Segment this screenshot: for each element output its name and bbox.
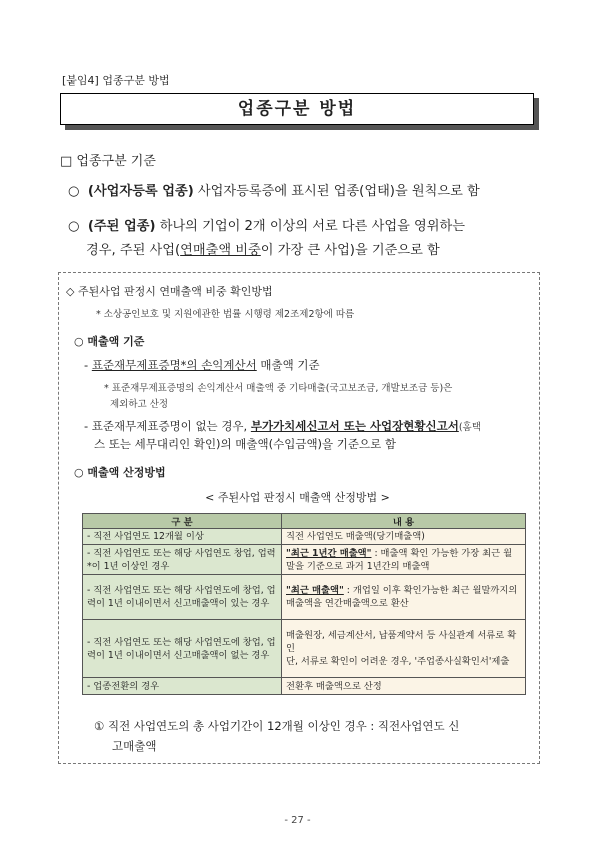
table-cell-emphasis: "최근 매출액" [286,585,344,596]
section-heading: □ 업종구분 기준 [60,154,156,169]
table-cell-category: - 직전 사업연도 또는 해당 사업연도 창업, 업력*이 1년 이상인 경우 [83,545,282,575]
table-row [83,620,526,678]
dash-note-2: 제외하고 산정 [110,399,169,410]
table-cell-category: - 직전 사업연도 또는 해당 사업연도에 창업, 업력이 1년 이내이면서 신고매출액이 없는 경우 [83,620,282,678]
table-cell-content: 전환후 매출액으로 산정 [282,678,526,695]
table-header-content: 내 용 [282,514,526,529]
bullet-marker: ○ [68,184,80,199]
table-caption: < 주된사업 판정시 매출액 산정방법 > [205,491,390,504]
table-cell-category: - 직전 사업연도 12개월 이상 [83,529,282,545]
dash-marker: - [84,358,92,372]
bullet-marker: ○ [68,219,80,234]
dash-item-2-line2: 스 또는 세무대리인 확인)의 매출액(수입금액)을 기준으로 함 [94,437,397,451]
dash-underlined: 표준재무제표증명*의 손익계산서 [91,358,257,372]
footnote-line2: 고매출액 [112,739,157,753]
annex-label: [붙임4] 업종구분 방법 [62,74,170,87]
table-cell-category: - 업종전환의 경우 [83,678,282,695]
table-cell-emphasis: "최근 1년간 매출액" [286,547,372,559]
table-header-category: 구 분 [83,514,282,529]
calc-table [82,513,526,695]
table-row [83,545,526,575]
dash-text: 매출액 기준 [256,358,320,372]
dash-note-1: * 표준재무제표증명의 손익계산서 매출액 중 기타매출(국고보조금, 개발보조금 등)은 [104,383,453,394]
dash-underlined: 부가가치세신고서 또는 사업장현황신고서 [250,419,459,433]
bullet-text-line2a: 경우, 주된 사업( [86,243,181,258]
bullet-underlined: 연매출액 비중 [180,243,261,258]
table-cell-content: 직전 사업연도 매출액(당기매출액) [282,529,526,545]
table-cell-category: - 직전 사업연도 또는 해당 사업연도에 창업, 업력이 1년 이내이면서 신고매출액이 있는 경우 [83,575,282,620]
dash-text: - 표준재무제표증명이 없는 경우, [84,419,251,433]
table-cell-content [282,545,526,575]
bullet-title: (사업자등록 업종) [87,184,194,199]
table-row [83,575,526,620]
dash-item-1 [84,357,320,373]
table-cell-content [282,620,526,678]
table-cell-text: 단, 서류로 확인이 어려운 경우, '주업종사실확인서'제출 [286,656,510,667]
table-cell-text: : 매출액 확인 가능한 가장 최근 월말을 기준으로 과거 1년간의 매출액 [286,547,513,572]
bullet-title: (주된 업종) [87,219,156,234]
table-cell-text: 매출원장, 세금계산서, 납품계약서 등 사실관계 서류로 확인 [286,630,517,654]
page-number: - 27 - [284,815,311,826]
bullet-text-line1: 하나의 기업이 2개 이상의 서로 다른 사업을 영위하는 [155,219,465,234]
calc-method-heading: ○ 매출액 산정방법 [74,466,166,479]
revenue-standard-heading: ○ 매출액 기준 [74,335,145,348]
page-title: 업종구분 방법 [60,93,534,125]
bullet-text: 사업자등록증에 표시된 업종(업태)을 원칙으로 함 [193,184,480,199]
table-row [83,529,526,545]
bullet-main-business [68,215,548,263]
table-header-row [83,514,526,529]
box-heading-note: * 소상공인보호 및 지원에관한 법률 시행령 제2조제2항에 따름 [96,309,355,320]
dash-text: (홈택 [458,422,481,433]
bullet-business-registration [68,180,548,204]
bullet-text-line2b: 이 가장 큰 사업)을 기준으로 함 [260,243,440,258]
table-cell-content [282,575,526,620]
dash-item-2 [84,418,534,434]
table-row [83,678,526,695]
box-heading: ◇ 주된사업 판정시 연매출액 비중 확인방법 [66,285,273,298]
table-cell-text: : 개업일 이후 확인가능한 최근 월말까지의 매출액을 연간매출액으로 환산 [286,585,518,609]
footnote-line1: ① 직전 사업연도의 총 사업기간이 12개월 이상인 경우 : 직전사업연도 신 [94,719,460,733]
